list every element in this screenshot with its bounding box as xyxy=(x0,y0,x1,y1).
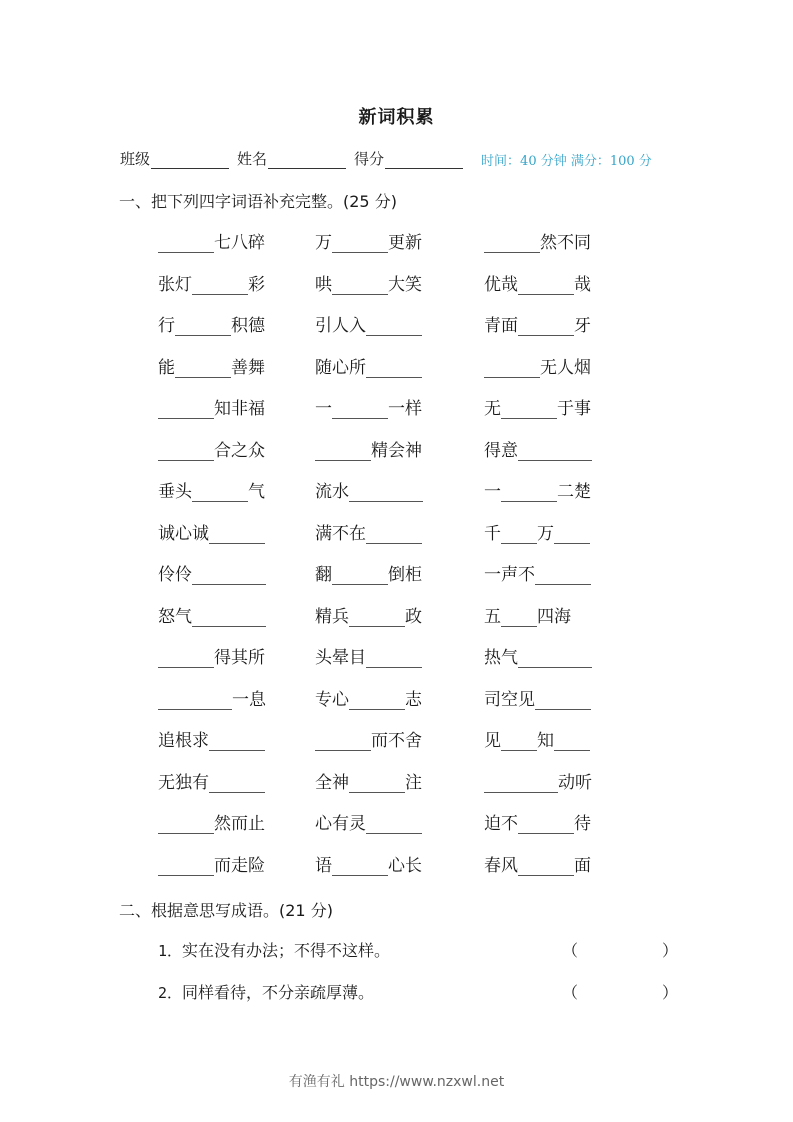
idiom-text: 而走险 xyxy=(214,855,265,876)
idiom-text: 牙 xyxy=(574,316,591,336)
idiom-item xyxy=(484,271,591,295)
idiom-item xyxy=(158,229,265,253)
idiom-item xyxy=(484,561,591,585)
idiom-text: 头晕目 xyxy=(315,648,366,668)
idiom-text: 哉 xyxy=(574,274,591,295)
idiom-text: 面 xyxy=(574,855,591,876)
idiom-text: 无独有 xyxy=(158,772,209,793)
idiom-text: 大笑 xyxy=(388,274,422,295)
idiom-text: 心长 xyxy=(388,855,422,876)
idiom-text: 见 xyxy=(484,731,501,751)
answer-blank[interactable] xyxy=(484,359,540,378)
idiom-text: 一 xyxy=(484,482,501,502)
footer-watermark: 有渔有礼 https://www.nzxwl.net xyxy=(288,1074,505,1090)
idiom-text: 然不同 xyxy=(540,233,591,253)
name-input-line[interactable] xyxy=(268,154,346,169)
answer-blank[interactable] xyxy=(175,359,231,378)
answer-blank[interactable] xyxy=(332,276,388,295)
answer-open-paren: （ xyxy=(562,941,579,960)
answer-blank[interactable] xyxy=(209,732,265,751)
idiom-item xyxy=(315,561,422,585)
idiom-text: 志 xyxy=(405,689,422,710)
answer-blank[interactable] xyxy=(209,525,265,544)
idiom-text: 心有灵 xyxy=(315,814,366,834)
idiom-item xyxy=(315,395,422,419)
answer-blank[interactable] xyxy=(332,234,388,253)
idiom-text: 全神 xyxy=(315,772,349,793)
answer-blank[interactable] xyxy=(484,774,558,793)
answer-blank[interactable] xyxy=(158,857,214,876)
idiom-text: 翻 xyxy=(315,565,332,585)
question-1 xyxy=(158,938,679,961)
idiom-item xyxy=(315,271,422,295)
idiom-text: 优哉 xyxy=(484,274,518,295)
idiom-text: 专心 xyxy=(315,689,349,710)
idiom-text: 万 xyxy=(315,233,332,253)
idiom-item xyxy=(158,727,265,751)
section-1-heading: 一、把下列四字词语补充完整。(25 分) xyxy=(119,192,397,211)
idiom-text: 千 xyxy=(484,523,501,544)
answer-blank[interactable] xyxy=(366,525,422,544)
idiom-text: 得其所 xyxy=(214,648,265,668)
idiom-text: 政 xyxy=(405,606,422,627)
score-field xyxy=(354,148,463,169)
answer-blank[interactable] xyxy=(332,857,388,876)
idiom-item xyxy=(484,437,592,461)
idiom-text: 迫不 xyxy=(484,814,518,834)
idiom-text: 七八碎 xyxy=(214,233,265,253)
answer-blank[interactable] xyxy=(315,732,371,751)
idiom-item xyxy=(158,312,265,336)
answer-blank[interactable] xyxy=(484,234,540,253)
answer-blank[interactable] xyxy=(158,649,214,668)
name-field xyxy=(237,148,346,169)
idiom-text: 待 xyxy=(574,814,591,834)
idiom-item xyxy=(315,229,422,253)
answer-blank[interactable] xyxy=(518,857,574,876)
idiom-text: 语 xyxy=(315,855,332,876)
class-label: 班级 xyxy=(120,150,151,168)
answer-blank[interactable] xyxy=(501,732,537,751)
idiom-text: 精兵 xyxy=(315,606,349,627)
idiom-text: 一样 xyxy=(388,399,422,419)
time-and-score-meta: 时间：40 分钟 满分：100 分 xyxy=(481,154,652,169)
idiom-item xyxy=(158,354,265,378)
answer-open-paren: （ xyxy=(562,983,579,1002)
idiom-item xyxy=(315,478,423,502)
answer-blank[interactable] xyxy=(349,608,405,627)
idiom-item xyxy=(315,810,422,834)
answer-close-paren: ） xyxy=(662,941,679,960)
idiom-item xyxy=(315,437,422,461)
answer-blank[interactable] xyxy=(535,566,591,585)
idiom-text: 动听 xyxy=(558,772,592,793)
answer-blank[interactable] xyxy=(554,732,590,751)
idiom-text: 无 xyxy=(484,399,501,419)
idiom-text: 春风 xyxy=(484,855,518,876)
idiom-item xyxy=(315,520,422,544)
idiom-item xyxy=(158,271,265,295)
idiom-item xyxy=(315,852,422,876)
idiom-text: 一 xyxy=(315,399,332,419)
answer-blank[interactable] xyxy=(518,276,574,295)
idiom-item xyxy=(158,561,266,585)
idiom-text: 然而止 xyxy=(214,814,265,834)
idiom-item xyxy=(484,520,590,544)
idiom-text: 张灯 xyxy=(158,274,192,295)
answer-blank[interactable] xyxy=(501,483,557,502)
idiom-text: 合之众 xyxy=(214,440,265,461)
score-input-line[interactable] xyxy=(385,154,463,169)
idiom-text: 能 xyxy=(158,357,175,378)
class-input-line[interactable] xyxy=(151,154,229,169)
idiom-text: 诚心诚 xyxy=(158,523,209,544)
answer-blank[interactable] xyxy=(158,691,232,710)
idiom-text: 一声不 xyxy=(484,565,535,585)
answer-blank[interactable] xyxy=(158,234,214,253)
answer-blank[interactable] xyxy=(349,691,405,710)
answer-blank[interactable] xyxy=(315,442,371,461)
idiom-item xyxy=(484,354,591,378)
answer-blank[interactable] xyxy=(175,317,231,336)
idiom-item xyxy=(158,520,265,544)
idiom-text: 热气 xyxy=(484,648,518,668)
score-label: 得分 xyxy=(354,150,385,168)
idiom-text: 彩 xyxy=(248,274,265,295)
idiom-item xyxy=(484,686,591,710)
answer-blank[interactable] xyxy=(332,400,388,419)
idiom-text: 万 xyxy=(537,523,554,544)
answer-blank[interactable] xyxy=(501,608,537,627)
idiom-text: 知非福 xyxy=(214,399,265,419)
idiom-item xyxy=(484,810,591,834)
idiom-text: 随心所 xyxy=(315,357,366,378)
answer-blank[interactable] xyxy=(518,649,592,668)
section-2-heading: 二、根据意思写成语。(21 分) xyxy=(119,901,333,920)
idiom-item xyxy=(158,769,265,793)
idiom-item xyxy=(484,727,590,751)
idiom-text: 无人烟 xyxy=(540,357,591,378)
answer-blank[interactable] xyxy=(158,815,214,834)
idiom-item xyxy=(484,229,591,253)
idiom-item xyxy=(158,644,265,668)
idiom-item xyxy=(484,395,591,419)
question-2 xyxy=(158,980,679,1003)
idiom-item xyxy=(315,727,422,751)
idiom-item xyxy=(484,852,591,876)
idiom-item xyxy=(315,354,422,378)
idiom-item xyxy=(315,769,422,793)
answer-blank[interactable] xyxy=(366,815,422,834)
idiom-item xyxy=(484,769,592,793)
idiom-text: 更新 xyxy=(388,233,422,253)
answer-close-paren: ） xyxy=(662,983,679,1002)
idiom-text: 哄 xyxy=(315,274,332,295)
answer-blank[interactable] xyxy=(332,566,388,585)
idiom-item xyxy=(484,312,591,336)
idiom-item xyxy=(158,686,266,710)
idiom-item xyxy=(158,852,265,876)
idiom-item xyxy=(484,603,571,627)
idiom-item xyxy=(158,810,265,834)
answer-blank[interactable] xyxy=(518,317,574,336)
question-number: 2． xyxy=(158,984,183,1002)
answer-blank[interactable] xyxy=(518,815,574,834)
answer-blank[interactable] xyxy=(158,442,214,461)
idiom-text: 得意 xyxy=(484,440,518,461)
idiom-item xyxy=(315,312,422,336)
answer-blank[interactable] xyxy=(366,317,422,336)
idiom-text: 青面 xyxy=(484,316,518,336)
name-label: 姓名 xyxy=(237,150,268,168)
idiom-text: 而不舍 xyxy=(371,731,422,751)
answer-blank[interactable] xyxy=(192,483,248,502)
idiom-text: 垂头 xyxy=(158,482,192,502)
idiom-text: 怒气 xyxy=(158,606,192,627)
answer-blank[interactable] xyxy=(535,691,591,710)
idiom-item xyxy=(484,644,592,668)
idiom-item xyxy=(158,395,265,419)
idiom-text: 注 xyxy=(405,772,422,793)
answer-blank[interactable] xyxy=(518,442,592,461)
idiom-text: 四海 xyxy=(537,606,571,627)
idiom-item xyxy=(315,644,422,668)
idiom-text: 善舞 xyxy=(231,357,265,378)
answer-blank[interactable] xyxy=(158,400,214,419)
idiom-item xyxy=(158,603,266,627)
idiom-text: 追根求 xyxy=(158,731,209,751)
student-info-row xyxy=(120,148,680,169)
idiom-text: 五 xyxy=(484,606,501,627)
idiom-text: 行 xyxy=(158,316,175,336)
answer-blank[interactable] xyxy=(554,525,590,544)
answer-blank[interactable] xyxy=(192,608,266,627)
answer-blank[interactable] xyxy=(501,400,557,419)
answer-blank[interactable] xyxy=(349,774,405,793)
idiom-text: 精会神 xyxy=(371,440,422,461)
answer-blank[interactable] xyxy=(366,359,422,378)
answer-blank[interactable] xyxy=(366,649,422,668)
question-text: 同样看待，不分亲疏厚薄。 xyxy=(182,983,375,1002)
idiom-text: 司空见 xyxy=(484,689,535,710)
idiom-text: 引人入 xyxy=(315,316,366,336)
idiom-text: 倒柜 xyxy=(388,565,422,585)
idiom-item xyxy=(158,478,265,502)
idiom-item xyxy=(315,686,422,710)
idiom-item xyxy=(484,478,591,502)
idiom-text: 流水 xyxy=(315,482,349,502)
question-text: 实在没有办法；不得不这样。 xyxy=(182,941,391,960)
class-field xyxy=(120,148,229,169)
idiom-item xyxy=(315,603,422,627)
idiom-text: 气 xyxy=(248,482,265,502)
idiom-text: 积德 xyxy=(231,316,265,336)
answer-blank[interactable] xyxy=(209,774,265,793)
idiom-text: 一息 xyxy=(232,689,266,710)
idiom-text: 伶伶 xyxy=(158,565,192,585)
idiom-text: 知 xyxy=(537,731,554,751)
idiom-text: 二楚 xyxy=(557,482,591,502)
page-title: 新词积累 xyxy=(358,107,435,128)
answer-blank[interactable] xyxy=(192,276,248,295)
idiom-text: 满不在 xyxy=(315,523,366,544)
answer-blank[interactable] xyxy=(349,483,423,502)
idiom-item xyxy=(158,437,265,461)
idiom-text: 于事 xyxy=(557,399,591,419)
answer-blank[interactable] xyxy=(501,525,537,544)
question-number: 1． xyxy=(158,942,183,960)
answer-blank[interactable] xyxy=(192,566,266,585)
